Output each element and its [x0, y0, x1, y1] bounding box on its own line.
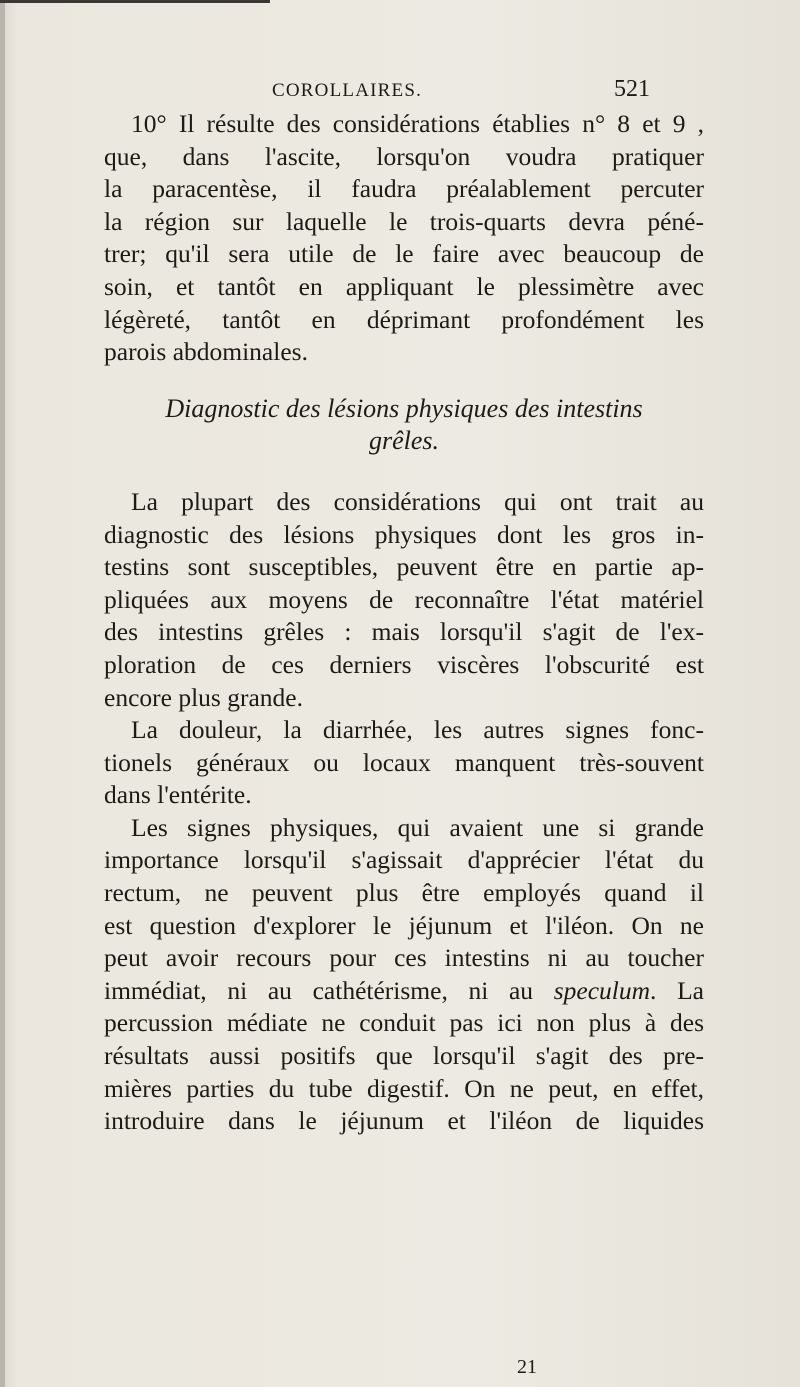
text-line-speculum [104, 975, 704, 1008]
text-line: importance lorsqu'il s'agissait d'apprécier l'état du [104, 845, 704, 875]
heading-line: Diagnostic des lésions physiques des intestins [165, 393, 643, 423]
text-line: que, dans l'ascite, lorsqu'on voudra pratiquer [104, 141, 704, 171]
text-line: soin, et tantôt en appliquant le plessimètre avec [104, 271, 704, 301]
text-line: des intestins grêles : mais lorsqu'il s'agit de l'ex- [104, 617, 704, 647]
text-line: trer; qu'il sera utile de le faire avec beaucoup de [104, 239, 704, 269]
heading-line: grêles. [368, 426, 440, 456]
text-line: testins sont susceptibles, peuvent être en partie ap- [104, 552, 704, 582]
page-body [104, 108, 704, 1138]
text-line: mières parties du tube digestif. On ne peut, en effet, [104, 1073, 704, 1103]
paragraph-paracentese [104, 108, 704, 369]
paragraph-gros-intestins [104, 486, 704, 714]
signature-mark: 21 [517, 1356, 537, 1378]
text-line: dans l'entérite. [104, 780, 252, 810]
text-line: peut avoir recours pour ces intestins ni au toucher [104, 943, 704, 973]
text-line: encore plus grande. [104, 682, 303, 712]
page-header [0, 76, 800, 106]
text-line: la paracentèse, il faudra préalablement percuter [104, 174, 704, 204]
italic-word-speculum: speculum [553, 975, 651, 1005]
text-line: La plupart des considérations qui ont trait au [131, 486, 704, 516]
text-line: la région sur laquelle le trois-quarts devra péné- [104, 206, 704, 236]
text-line: 10° Il résulte des considérations établies n° 8 et 9 , [131, 109, 704, 138]
text-line: est question d'explorer le jéjunum et l'iléon. On ne [104, 910, 704, 940]
section-heading [104, 393, 704, 458]
page-number: 521 [614, 76, 650, 102]
text-line: La douleur, la diarrhée, les autres signes fonc- [131, 715, 704, 745]
text-line: introduire dans le jéjunum et l'iléon de liquides [104, 1106, 704, 1136]
text-fragment: . La [650, 975, 704, 1005]
paragraph-douleur [104, 714, 704, 812]
text-line: Les signes physiques, qui avaient une si grande [131, 812, 704, 842]
text-line: parois abdominales. [104, 337, 308, 367]
top-rule [0, 0, 270, 3]
text-line: tionels généraux ou locaux manquent très-souvent [104, 747, 704, 777]
text-line: percussion médiate ne conduit pas ici non plus à des [104, 1008, 704, 1038]
text-line: rectum, ne peuvent plus être employés quand il [104, 878, 704, 908]
paragraph-signes-physiques [104, 812, 704, 1138]
text-line: diagnostic des lésions physiques dont les gros in- [104, 519, 704, 549]
page-binding-edge [0, 0, 5, 1387]
text-fragment: immédiat, ni au cathétérisme, ni au [104, 975, 554, 1005]
text-line: ploration de ces derniers viscères l'obscurité est [104, 649, 704, 679]
text-line: pliquées aux moyens de reconnaître l'état matériel [104, 584, 704, 614]
running-title: COROLLAIRES. [272, 80, 423, 101]
text-line: légèreté, tantôt en déprimant profondément les [104, 304, 704, 334]
text-line: résultats aussi positifs que lorsqu'il s'agit des pre- [104, 1041, 704, 1071]
